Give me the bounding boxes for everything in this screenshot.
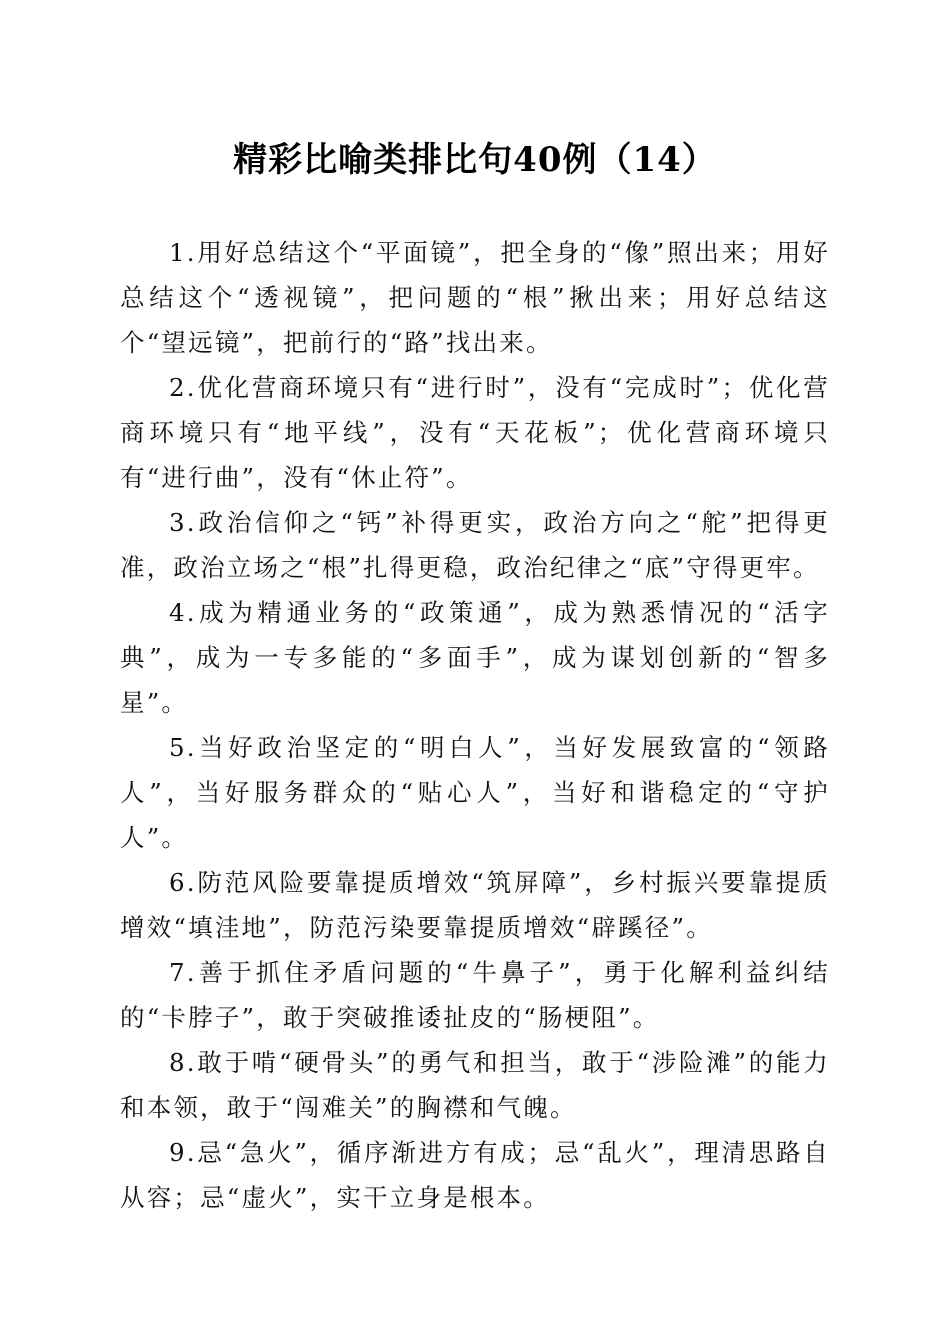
paragraph-5: 5.当好政治坚定的“明白人”，当好发展致富的“领路人”，当好服务群众的“贴心人”，当好和谐稳定的“守护人”。 (120, 733, 830, 852)
document-title: 精彩比喻类排比句40例（14） (233, 140, 717, 180)
document-body (120, 230, 830, 1220)
paragraph-6: 6.防范风险要靠提质增效“筑屏障”，乡村振兴要靠提质增效“填洼地”，防范污染要靠提质增效“辟蹊径”。 (120, 868, 830, 942)
paragraph-3: 3.政治信仰之“钙”补得更实，政治方向之“舵”把得更准，政治立场之“根”扎得更稳，政治纪律之“底”守得更牢。 (120, 508, 830, 582)
paragraph-1: 1.用好总结这个“平面镜”，把全身的“像”照出来；用好总结这个“透视镜”，把问题的“根”揪出来；用好总结这个“望远镜”，把前行的“路”找出来。 (120, 238, 830, 357)
paragraph-2: 2.优化营商环境只有“进行时”，没有“完成时”；优化营商环境只有“地平线”，没有“天花板”；优化营商环境只有“进行曲”，没有“休止符”。 (120, 373, 830, 492)
paragraph-9: 9.忌“急火”，循序渐进方有成；忌“乱火”，理清思路自从容；忌“虚火”，实干立身是根本。 (120, 1138, 830, 1212)
paragraph-8: 8.敢于啃“硬骨头”的勇气和担当，敢于“涉险滩”的能力和本领，敢于“闯难关”的胸襟和气魄。 (120, 1048, 830, 1122)
paragraph-4: 4.成为精通业务的“政策通”，成为熟悉情况的“活字典”，成为一专多能的“多面手”，成为谋划创新的“智多星”。 (120, 598, 830, 717)
paragraph-7: 7.善于抓住矛盾问题的“牛鼻子”，勇于化解利益纠结的“卡脖子”，敢于突破推诿扯皮的“肠梗阻”。 (120, 958, 830, 1032)
